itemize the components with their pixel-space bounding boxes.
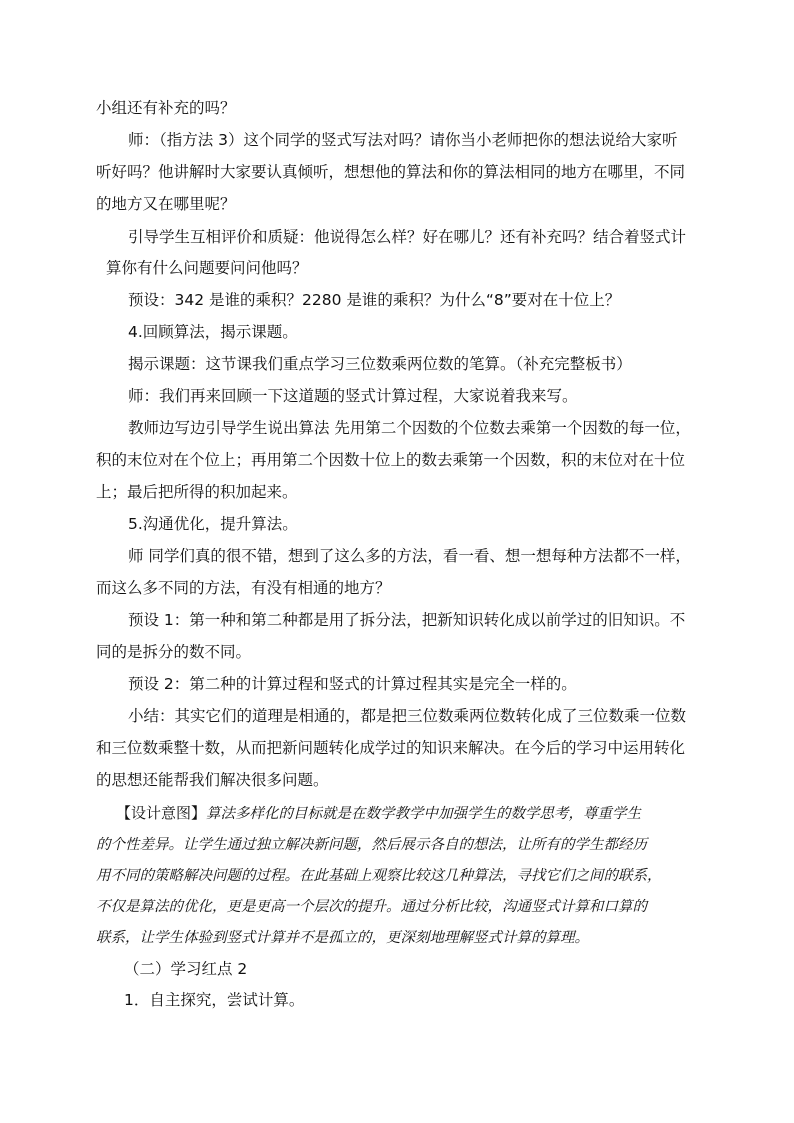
design-intent-label: 【设计意图】	[116, 804, 207, 822]
section-step-heading: 5.沟通优化，提升算法。	[128, 515, 298, 533]
paragraph-line: 上；最后把所得的积加起来。	[96, 483, 298, 501]
design-intent-text: 算法多样化的目标就是在数学教学中加强学生的数学思考，尊重学生	[206, 806, 642, 822]
design-intent-line: 用不同的策略解决问题的过程。在此基础上观察比较这几种算法，寻找它们之间的联系，	[96, 868, 662, 884]
paragraph-line: 引导学生互相评价和质疑：他说得怎么样？好在哪儿？还有补充吗？结合着竖式计	[128, 228, 687, 246]
design-intent-line: 联系，让学生体验到竖式计算并不是孤立的，更深刻地理解竖式计算的算理。	[96, 930, 589, 946]
paragraph-line: 预设 2：第二种的计算过程和竖式的计算过程其实是完全一样的。	[128, 675, 577, 693]
paragraph-line: 听好吗？他讲解时大家要认真倾听，想想他的算法和你的算法相同的地方在哪里，不同	[96, 163, 686, 181]
paragraph-line: 而这么多不同的方法，有没有相通的地方？	[96, 579, 391, 597]
section-step-heading: 4.回顾算法，揭示课题。	[128, 323, 298, 341]
section-heading: （二）学习红点 2	[124, 960, 248, 978]
design-intent-line: 不仅是算法的优化，更是更高一个层次的提升。通过分析比较，沟通竖式计算和口算的	[96, 899, 647, 915]
step-heading: 1．自主探究，尝试计算。	[124, 991, 305, 1009]
paragraph-line: 师 同学们真的很不错，想到了这么多的方法，看一看、想一想每种方法都不一样，	[128, 547, 691, 565]
paragraph-line: 教师边写边引导学生说出算法 先用第二个因数的个位数去乘第一个因数的每一位，	[128, 419, 691, 437]
paragraph-line: 小组还有补充的吗？	[96, 99, 236, 117]
paragraph-line: 算你有什么问题要问问他吗？	[106, 259, 308, 277]
paragraph-line: 师：我们再来回顾一下这道题的竖式计算过程，大家说着我来写。	[128, 387, 578, 405]
design-intent-line	[116, 801, 641, 826]
paragraph-line: 的思想还能帮我们解决很多问题。	[96, 771, 329, 789]
paragraph-line: 同的是拆分的数不同。	[96, 643, 252, 661]
paragraph-line: 预设：342 是谁的乘积？2280 是谁的乘积？为什么“8”要对在十位上？	[128, 291, 621, 309]
paragraph-line: 的地方又在哪里呢？	[96, 195, 236, 213]
paragraph-line: 积的末位对在个位上；再用第二个因数十位上的数去乘第一个因数，积的末位对在十位	[96, 451, 686, 469]
paragraph-line: 预设 1：第一种和第二种都是用了拆分法，把新知识转化成以前学过的旧知识。不	[128, 611, 686, 629]
paragraph-line: 和三位数乘整十数，从而把新问题转化成学过的知识来解决。在今后的学习中运用转化	[96, 739, 686, 757]
paragraph-line: 揭示课题：这节课我们重点学习三位数乘两位数的笔算。（补充完整板书）	[128, 355, 632, 373]
paragraph-line: 师：（指方法 3）这个同学的竖式写法对吗？请你当小老师把你的想法说给大家听	[128, 131, 678, 149]
design-intent-line: 的个性差异。让学生通过独立解决新问题，然后展示各自的想法，让所有的学生都经历	[96, 837, 647, 853]
paragraph-line: 小结：其实它们的道理是相通的，都是把三位数乘两位数转化成了三位数乘一位数	[128, 707, 687, 725]
